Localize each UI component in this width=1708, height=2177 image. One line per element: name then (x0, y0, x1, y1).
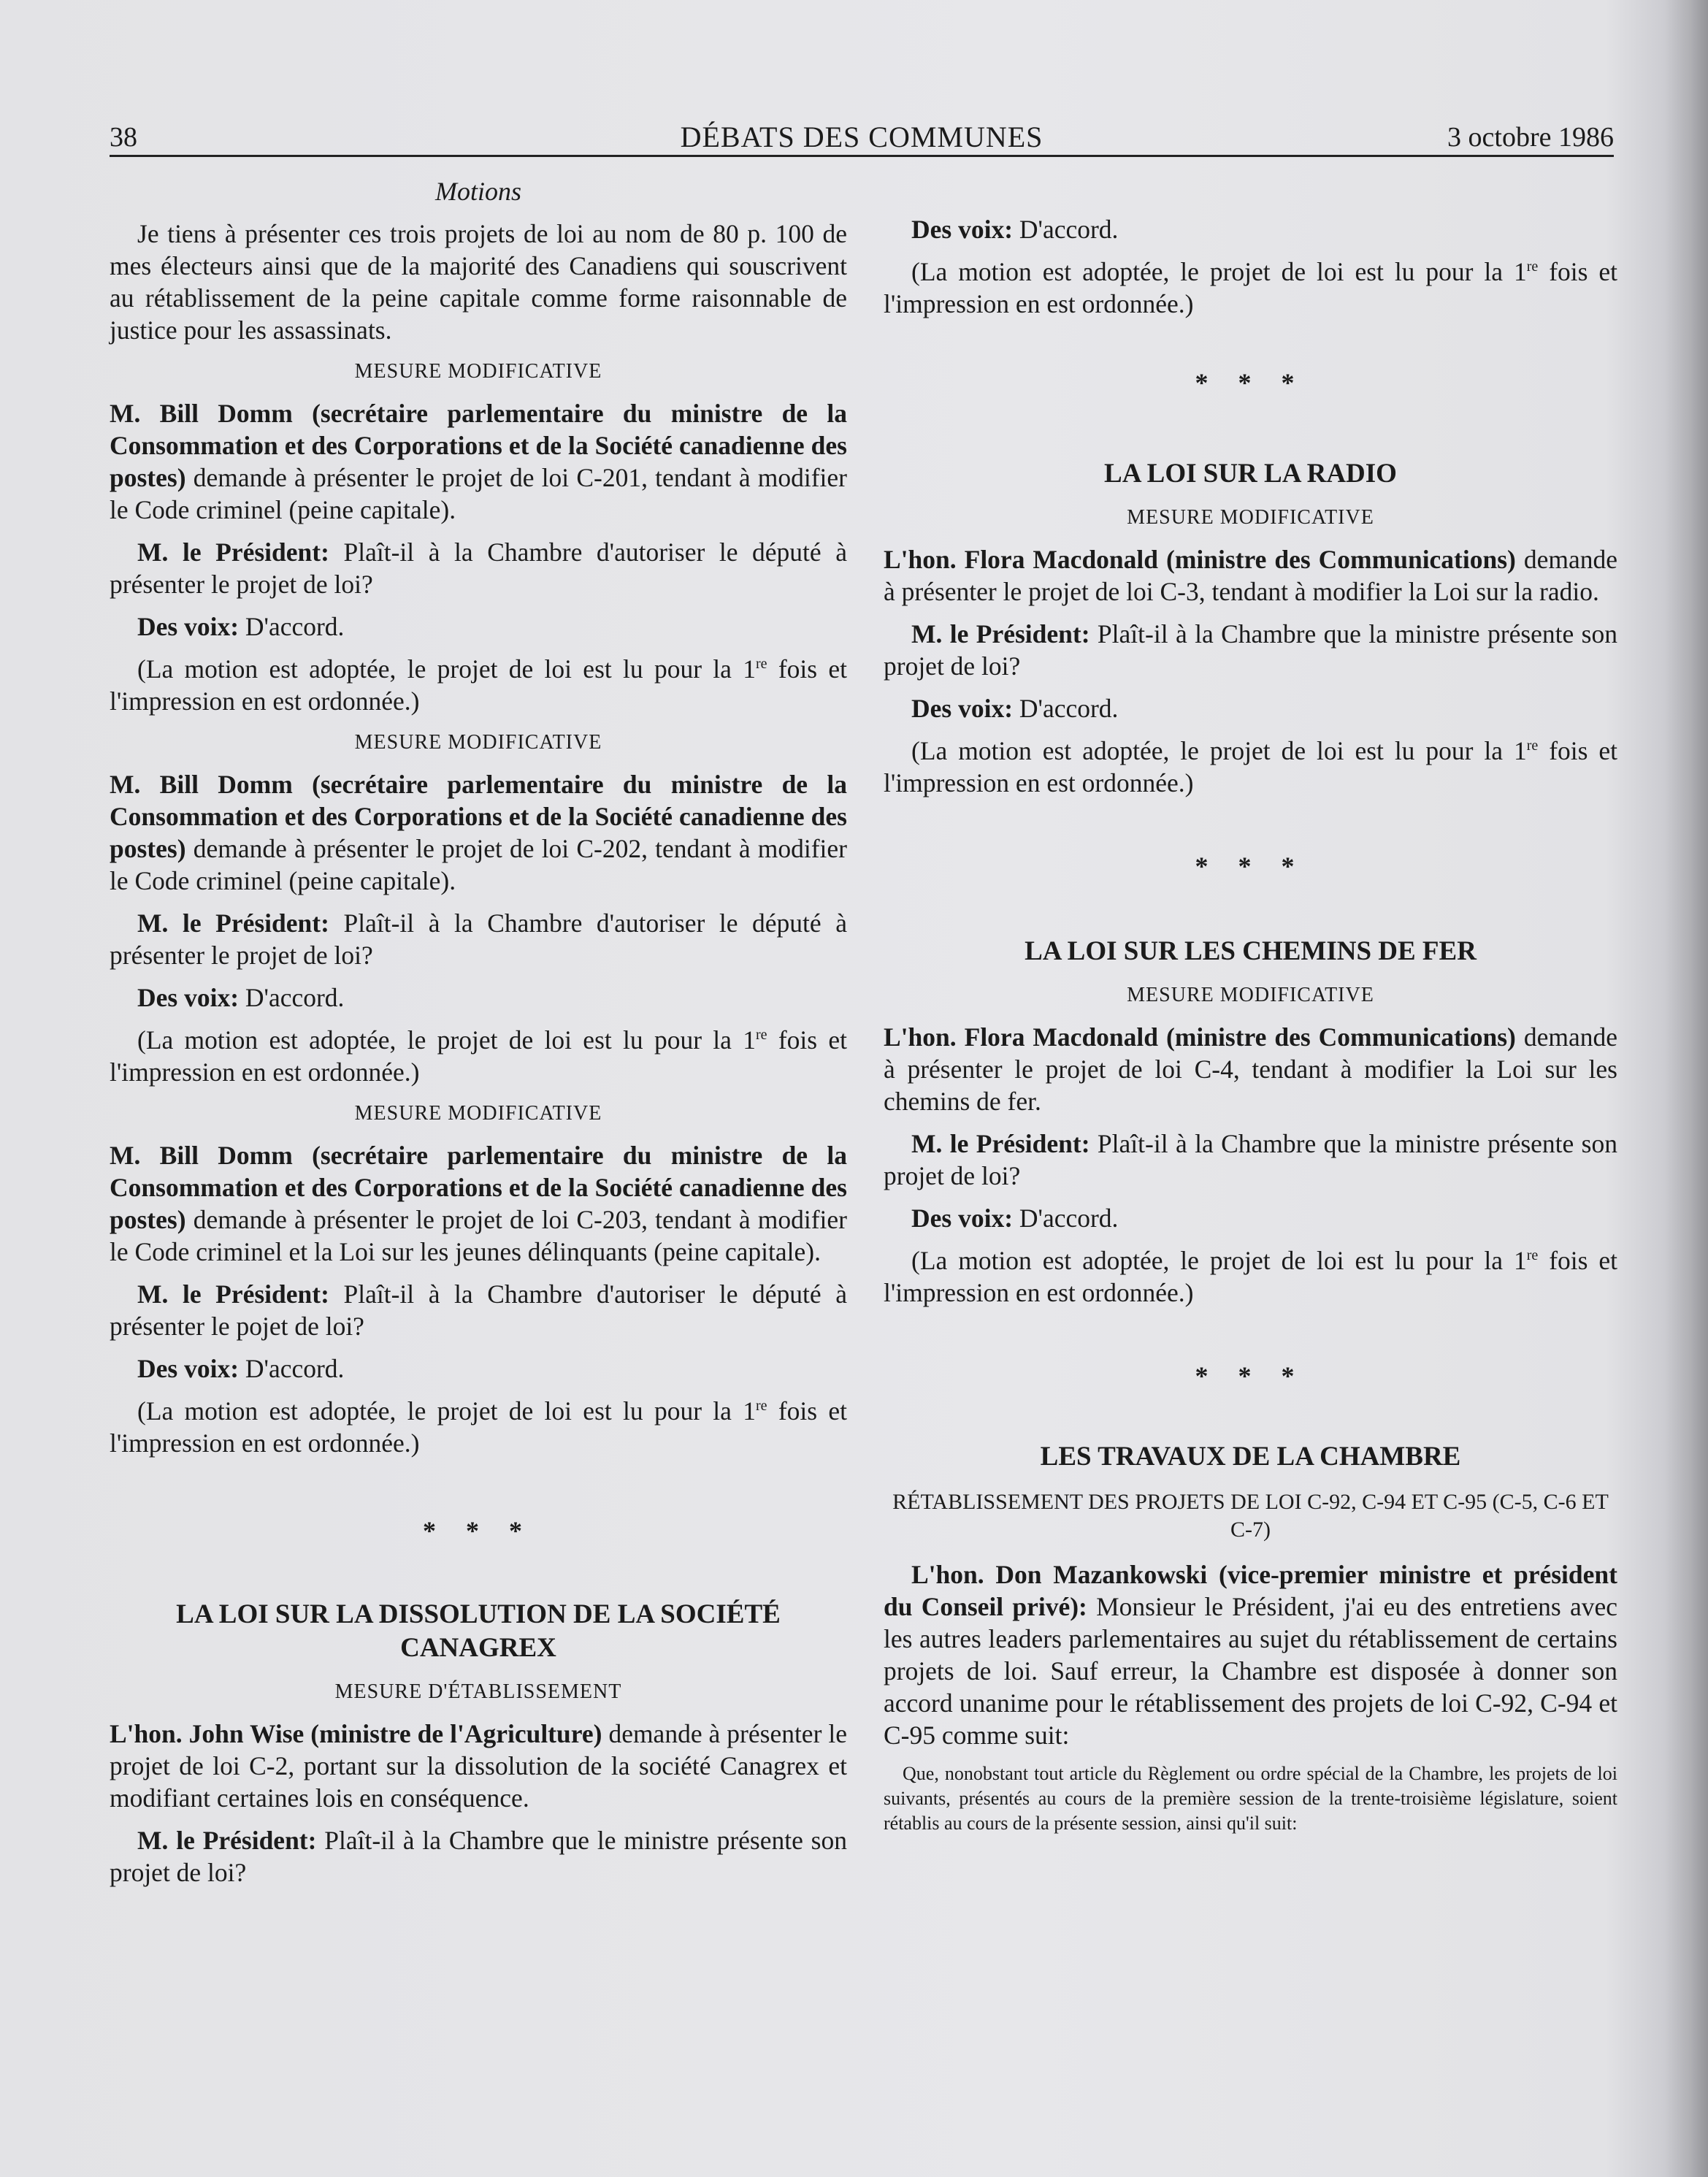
voices-paragraph (884, 692, 1617, 724)
adoption-text: fois et l'impression en est ordonnée.) (110, 1396, 847, 1458)
adoption-text: (La motion est adoptée, le projet de loi est lu pour la 1 (911, 1246, 1527, 1275)
subhead: MESURE D'ÉTABLISSEMENT (334, 1680, 622, 1703)
speaker-name: Des voix: (137, 983, 240, 1012)
motion-paragraph (110, 1718, 847, 1814)
adoption-note (110, 653, 847, 717)
speech-paragraph (884, 1558, 1617, 1751)
motion-quote (884, 1761, 1617, 1836)
speaker-name: Des voix: (137, 1354, 240, 1383)
adoption-text: (La motion est adoptée, le projet de loi est lu pour la 1 (137, 654, 756, 684)
motion-paragraph (884, 1021, 1617, 1117)
speaker-name: M. Bill Domm (secrétaire parlementaire du ministre de la Consommation et des Corporations et de la Société canadienne des postes) (110, 1141, 847, 1234)
section-separator: * * * (423, 1516, 534, 1545)
speaker-name: Des voix: (911, 215, 1014, 244)
motion-text: demande à présenter le projet de loi C-3, tendant à modifier la Loi sur la radio. (884, 545, 1617, 606)
subhead: MESURE MODIFICATIVE (354, 1102, 602, 1125)
voices-paragraph (884, 1202, 1617, 1234)
section-title: LES TRAVAUX DE LA CHAMBRE (1040, 1442, 1461, 1472)
voices-paragraph (884, 213, 1617, 245)
subhead: MESURE MODIFICATIVE (354, 360, 602, 383)
speaker-name: M. le Président: (137, 908, 329, 938)
speech-text: Plaît-il à la Chambre d'autoriser le député à présenter le projet de loi? (110, 537, 847, 599)
speaker-name: Des voix: (911, 694, 1014, 723)
section-title: LA LOI SUR LES CHEMINS DE FER (1025, 936, 1477, 966)
adoption-text: fois et l'impression en est ordonnée.) (884, 257, 1617, 318)
speech-text: D'accord. (239, 1354, 345, 1383)
ordinal-suffix: re (755, 1027, 767, 1044)
adoption-note (884, 735, 1617, 799)
voices-paragraph (110, 611, 847, 643)
right-column (884, 175, 1617, 1836)
adoption-text: fois et l'impression en est ordonnée.) (884, 736, 1617, 797)
motion-text: demande à présenter le projet de loi C-203, tendant à modifier le Code criminel et la Loi sur les jeunes délinquants (peine capitale). (110, 1205, 847, 1266)
speaker-name: M. le Président: (137, 1279, 329, 1309)
voices-paragraph (110, 1353, 847, 1385)
quote-text: Que, nonobstant tout article du Règlement ou ordre spécial de la Chambre, les projets de loi suivants, présentés au cours de la première session de la trente-troisième législature, soient rétablis au cours de la présente session, ainsi qu'il suit: (884, 1763, 1617, 1834)
section-title: LA LOI SUR LA DISSOLUTION DE LA SOCIÉTÉ CANAGREX (176, 1599, 781, 1663)
section-separator: * * * (1195, 1361, 1306, 1390)
adoption-note (884, 1244, 1617, 1309)
speech-text: Plaît-il à la Chambre d'autoriser le député à présenter le pojet de loi? (110, 1279, 847, 1341)
speech-text: D'accord. (1013, 1204, 1119, 1233)
rubric-heading: RÉTABLISSEMENT DES PROJETS DE LOI C-92, C-94 ET C-95 (C-5, C-6 ET C-7) (892, 1490, 1609, 1542)
adoption-note (884, 256, 1617, 320)
speech-text: D'accord. (239, 983, 345, 1012)
speaker-name: L'hon. Flora Macdonald (ministre des Communications) (884, 1022, 1516, 1052)
motion-paragraph (884, 543, 1617, 608)
speaker-name: Des voix: (137, 612, 240, 641)
adoption-text: fois et l'impression en est ordonnée.) (110, 654, 847, 716)
adoption-text: fois et l'impression en est ordonnée.) (110, 1025, 847, 1087)
subhead: MESURE MODIFICATIVE (1127, 506, 1374, 529)
president-paragraph (110, 536, 847, 600)
speaker-name: M. le Président: (911, 1129, 1090, 1158)
motion-paragraph (110, 768, 847, 897)
president-paragraph (110, 1824, 847, 1889)
motion-text: demande à présenter le projet de loi C-4, tendant à modifier la Loi sur les chemins de fer. (884, 1022, 1617, 1116)
speech-text: Plaît-il à la Chambre d'autoriser le député à présenter le projet de loi? (110, 908, 847, 970)
speaker-name: L'hon. Flora Macdonald (ministre des Communications) (884, 545, 1516, 574)
president-paragraph (110, 1278, 847, 1342)
sitting-date: 3 octobre 1986 (1447, 122, 1614, 153)
motion-text: demande à présenter le projet de loi C-201, tendant à modifier le Code criminel (peine capitale). (110, 463, 847, 524)
speech-text: D'accord. (1013, 215, 1119, 244)
president-paragraph (110, 907, 847, 971)
ordinal-suffix: re (1526, 738, 1539, 754)
motion-paragraph (110, 397, 847, 526)
section-title: LA LOI SUR LA RADIO (1104, 459, 1397, 489)
speaker-name: M. le Président: (137, 537, 329, 567)
ordinal-suffix: re (755, 656, 767, 673)
motion-text: demande à présenter le projet de loi C-202, tendant à modifier le Code criminel (peine capitale). (110, 834, 847, 895)
speech-text: Plaît-il à la Chambre que la ministre présente son projet de loi? (884, 1129, 1617, 1190)
intro-paragraph: Je tiens à présenter ces trois projets de loi au nom de 80 p. 100 de mes électeurs ainsi que de la majorité des Canadiens qui souscrivent au rétablissement de la peine capitale comme forme raisonnable de justice pour les assassinats. (110, 219, 847, 345)
speaker-name: Des voix: (911, 1204, 1014, 1233)
section-separator: * * * (1195, 852, 1306, 881)
running-header (110, 117, 1614, 157)
speaker-name: M. Bill Domm (secrétaire parlementaire du ministre de la Consommation et des Corporations et de la Société canadienne des postes) (110, 399, 847, 492)
book-gutter-shadow (1664, 0, 1708, 2177)
left-column (110, 175, 847, 1899)
speech-text: Plaît-il à la Chambre que le ministre présente son projet de loi? (110, 1826, 847, 1887)
adoption-text: (La motion est adoptée, le projet de loi est lu pour la 1 (911, 736, 1527, 765)
publication-title: DÉBATS DES COMMUNES (680, 120, 1043, 153)
adoption-text: (La motion est adoptée, le projet de loi est lu pour la 1 (137, 1025, 756, 1055)
ordinal-suffix: re (1526, 259, 1539, 275)
page-number: 38 (110, 122, 137, 153)
motions-heading: Motions (434, 177, 521, 206)
subhead: MESURE MODIFICATIVE (1127, 984, 1374, 1006)
speech-text: Plaît-il à la Chambre que la ministre présente son projet de loi? (884, 619, 1617, 681)
speech-text: Monsieur le Président, j'ai eu des entretiens avec les autres leaders parlementaires au sujet du rétablissement de certains projets de loi. Sauf erreur, la Chambre est disposée à donner son accord unanime pour le rétablissement des projets de loi C-92, C-94 et C-95 comme suit: (884, 1592, 1617, 1750)
speech-text: D'accord. (239, 612, 345, 641)
voices-paragraph (110, 982, 847, 1014)
speaker-name: M. Bill Domm (secrétaire parlementaire du ministre de la Consommation et des Corporations et de la Société canadienne des postes) (110, 770, 847, 863)
ordinal-suffix: re (1526, 1247, 1539, 1264)
adoption-text: fois et l'impression en est ordonnée.) (884, 1246, 1617, 1307)
section-separator: * * * (1195, 368, 1306, 397)
president-paragraph (884, 1128, 1617, 1192)
speech-text: D'accord. (1013, 694, 1119, 723)
subhead: MESURE MODIFICATIVE (354, 731, 602, 754)
president-paragraph (884, 618, 1617, 682)
ordinal-suffix: re (755, 1398, 767, 1415)
speaker-name: M. le Président: (137, 1826, 317, 1855)
speaker-name: L'hon. John Wise (ministre de l'Agriculture) (110, 1719, 602, 1748)
speaker-name: M. le Président: (911, 619, 1090, 648)
motion-text: demande à présenter le projet de loi C-2, portant sur la dissolution de la société Canagrex et modifiant certaines lois en conséquence. (110, 1719, 847, 1813)
adoption-note (110, 1024, 847, 1088)
adoption-note (110, 1395, 847, 1459)
speaker-name: L'hon. Don Mazankowski (vice-premier ministre et président du Conseil privé): (884, 1560, 1617, 1621)
motion-paragraph (110, 1139, 847, 1268)
adoption-text: (La motion est adoptée, le projet de loi est lu pour la 1 (911, 257, 1527, 286)
adoption-text: (La motion est adoptée, le projet de loi est lu pour la 1 (137, 1396, 756, 1426)
